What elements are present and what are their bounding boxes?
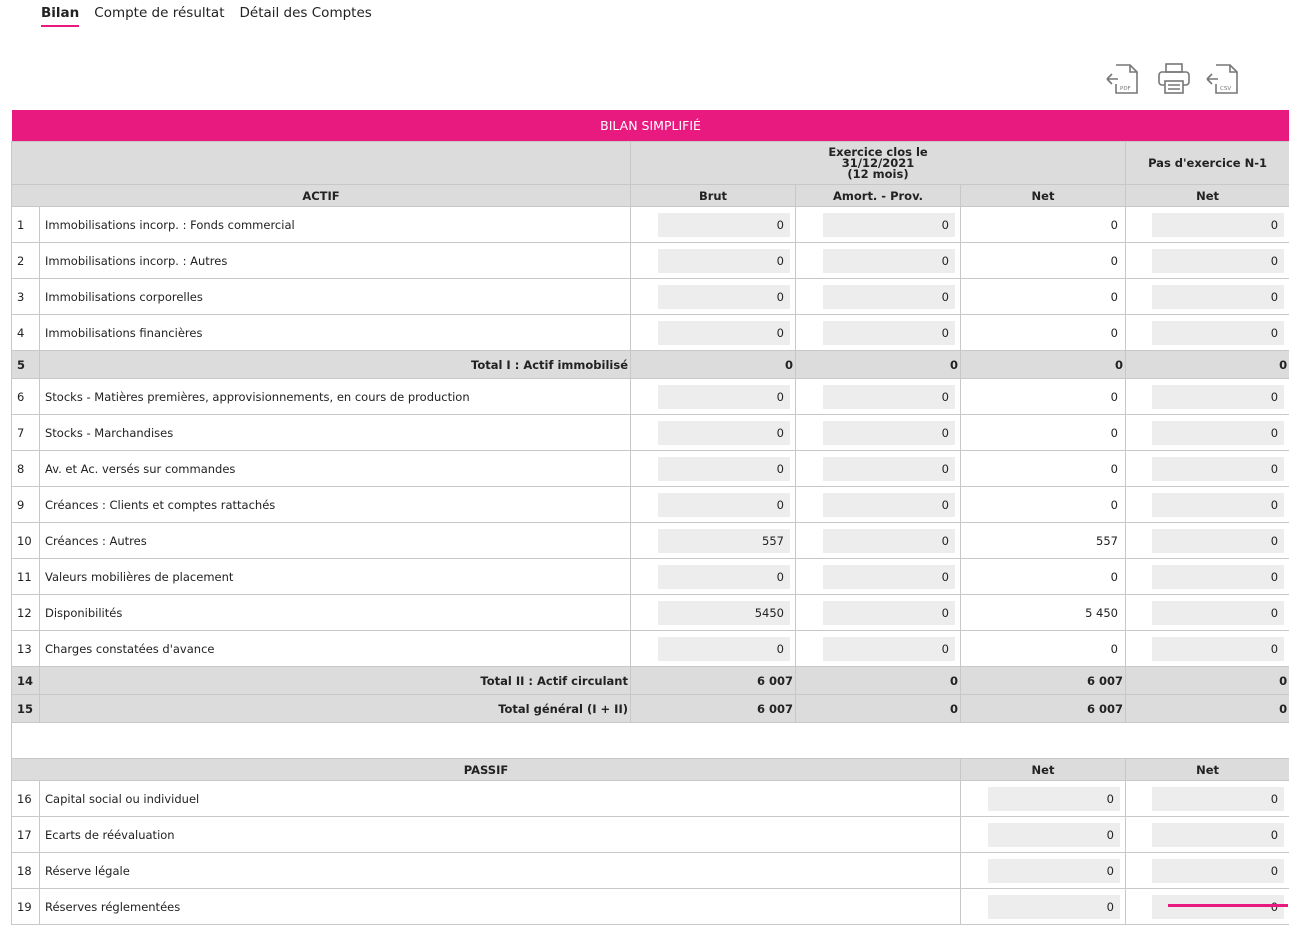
table-title: BILAN SIMPLIFIÉ xyxy=(12,110,1289,142)
row-label: Immobilisations incorp. : Autres xyxy=(40,243,631,279)
export-pdf-button[interactable] xyxy=(1104,62,1140,96)
exercise-header-line3: (12 mois) xyxy=(631,169,1125,180)
table-row xyxy=(12,781,1289,817)
net-value: 0 xyxy=(961,487,1126,523)
report-tabs xyxy=(41,5,372,27)
tab-compte-de-resultat[interactable]: Compte de résultat xyxy=(94,5,224,27)
tab-bilan[interactable]: Bilan xyxy=(41,5,79,27)
amort-input[interactable]: 0 xyxy=(823,213,955,237)
row-label: Disponibilités xyxy=(40,595,631,631)
row-label: Créances : Autres xyxy=(40,523,631,559)
bilan-simplifie-table xyxy=(11,110,1289,925)
net-value: 0 xyxy=(961,631,1126,667)
amort-cell xyxy=(796,279,961,315)
total-net: 0 xyxy=(961,351,1126,379)
actif-header: ACTIF xyxy=(12,185,631,207)
net-prev-input[interactable]: 0 xyxy=(1152,529,1284,553)
row-number: 6 xyxy=(12,379,40,415)
passif-header-row xyxy=(12,759,1289,781)
net-prev-cell xyxy=(1126,451,1289,487)
amort-input[interactable]: 0 xyxy=(823,385,955,409)
passif-net-input[interactable]: 0 xyxy=(988,823,1120,847)
total-amort: 0 xyxy=(796,667,961,695)
brut-cell xyxy=(631,487,796,523)
net-prev-input[interactable]: 0 xyxy=(1152,213,1284,237)
table-row xyxy=(12,243,1289,279)
passif-col-net-prev-header: Net xyxy=(1126,759,1289,781)
csv-icon-text: CSV xyxy=(1220,86,1231,92)
brut-input[interactable]: 0 xyxy=(658,421,790,445)
net-prev-cell xyxy=(1126,315,1289,351)
row-number: 17 xyxy=(12,817,40,853)
export-csv-button[interactable] xyxy=(1204,62,1240,96)
amort-input[interactable]: 0 xyxy=(823,249,955,273)
brut-cell xyxy=(631,207,796,243)
net-prev-input[interactable]: 0 xyxy=(1152,421,1284,445)
tab-detail-des-comptes[interactable]: Détail des Comptes xyxy=(240,5,372,27)
passif-net-prev-cell xyxy=(1126,781,1289,817)
row-label: Charges constatées d'avance xyxy=(40,631,631,667)
scroll-indicator xyxy=(1168,904,1288,907)
net-value: 0 xyxy=(961,315,1126,351)
row-label: Créances : Clients et comptes rattachés xyxy=(40,487,631,523)
row-number: 8 xyxy=(12,451,40,487)
row-label: Capital social ou individuel xyxy=(40,781,961,817)
amort-cell xyxy=(796,379,961,415)
net-value: 5 450 xyxy=(961,595,1126,631)
print-button[interactable] xyxy=(1156,62,1192,96)
row-number: 19 xyxy=(12,889,40,925)
total-net-prev: 0 xyxy=(1126,351,1289,379)
row-label: Réserve légale xyxy=(40,853,961,889)
export-toolbar xyxy=(1104,62,1244,96)
net-prev-cell xyxy=(1126,487,1289,523)
row-number: 18 xyxy=(12,853,40,889)
total-brut: 0 xyxy=(631,351,796,379)
amort-input[interactable]: 0 xyxy=(823,321,955,345)
net-value: 0 xyxy=(961,279,1126,315)
total-row xyxy=(12,667,1289,695)
table-row xyxy=(12,523,1289,559)
csv-export-icon xyxy=(1204,62,1240,96)
net-prev-input[interactable]: 0 xyxy=(1152,249,1284,273)
net-prev-input[interactable]: 0 xyxy=(1152,385,1284,409)
section-spacer xyxy=(12,723,1289,759)
net-value: 0 xyxy=(961,243,1126,279)
amort-input[interactable]: 0 xyxy=(823,285,955,309)
passif-net-cell xyxy=(961,853,1126,889)
total-label: Total général (I + II) xyxy=(40,695,631,723)
amort-input[interactable]: 0 xyxy=(823,421,955,445)
net-prev-cell xyxy=(1126,279,1289,315)
row-label: Av. et Ac. versés sur commandes xyxy=(40,451,631,487)
table-row xyxy=(12,451,1289,487)
amort-cell xyxy=(796,631,961,667)
previous-exercise-header: Pas d'exercice N-1 xyxy=(1126,142,1289,185)
amort-input[interactable]: 0 xyxy=(823,493,955,517)
table-row xyxy=(12,415,1289,451)
row-number: 16 xyxy=(12,781,40,817)
net-prev-cell xyxy=(1126,243,1289,279)
amort-input[interactable]: 0 xyxy=(823,637,955,661)
amort-cell xyxy=(796,207,961,243)
amort-input[interactable]: 0 xyxy=(823,565,955,589)
brut-cell xyxy=(631,379,796,415)
net-prev-cell xyxy=(1126,559,1289,595)
brut-cell xyxy=(631,595,796,631)
brut-cell xyxy=(631,279,796,315)
brut-input[interactable]: 557 xyxy=(658,529,790,553)
amort-cell xyxy=(796,559,961,595)
brut-input[interactable]: 0 xyxy=(658,213,790,237)
table-row xyxy=(12,853,1289,889)
net-prev-input[interactable]: 0 xyxy=(1152,285,1284,309)
col-net-prev-header: Net xyxy=(1126,185,1289,207)
row-number: 3 xyxy=(12,279,40,315)
net-prev-input[interactable]: 0 xyxy=(1152,637,1284,661)
passif-net-prev-cell xyxy=(1126,853,1289,889)
net-value: 557 xyxy=(961,523,1126,559)
table-row xyxy=(12,889,1289,925)
passif-net-input[interactable]: 0 xyxy=(988,787,1120,811)
brut-cell xyxy=(631,315,796,351)
passif-net-cell xyxy=(961,781,1126,817)
table-row xyxy=(12,631,1289,667)
total-net: 6 007 xyxy=(961,695,1126,723)
exercise-header-line2: 31/12/2021 xyxy=(631,158,1125,169)
row-label: Immobilisations corporelles xyxy=(40,279,631,315)
amort-cell xyxy=(796,487,961,523)
brut-input[interactable]: 0 xyxy=(658,637,790,661)
row-number: 1 xyxy=(12,207,40,243)
table-row xyxy=(12,315,1289,351)
total-label: Total I : Actif immobilisé xyxy=(40,351,631,379)
passif-header: PASSIF xyxy=(12,759,961,781)
row-number: 10 xyxy=(12,523,40,559)
passif-net-prev-input[interactable]: 0 xyxy=(1152,859,1284,883)
total-number: 14 xyxy=(12,667,40,695)
brut-input[interactable]: 5450 xyxy=(658,601,790,625)
net-value: 0 xyxy=(961,451,1126,487)
exercise-header-line1: Exercice clos le xyxy=(631,147,1125,158)
passif-net-prev-input[interactable]: 0 xyxy=(1152,823,1284,847)
total-label: Total II : Actif circulant xyxy=(40,667,631,695)
net-prev-input[interactable]: 0 xyxy=(1152,321,1284,345)
passif-net-prev-cell xyxy=(1126,817,1289,853)
total-row xyxy=(12,351,1289,379)
amort-cell xyxy=(796,315,961,351)
col-net-header: Net xyxy=(961,185,1126,207)
amort-input[interactable]: 0 xyxy=(823,457,955,481)
table-row xyxy=(12,559,1289,595)
row-label: Stocks - Matières premières, approvisionnements, en cours de production xyxy=(40,379,631,415)
row-label: Stocks - Marchandises xyxy=(40,415,631,451)
exercise-header xyxy=(631,142,1126,185)
table-row xyxy=(12,595,1289,631)
col-brut-header: Brut xyxy=(631,185,796,207)
brut-cell xyxy=(631,243,796,279)
row-number: 9 xyxy=(12,487,40,523)
net-prev-input[interactable]: 0 xyxy=(1152,493,1284,517)
row-label: Immobilisations incorp. : Fonds commercial xyxy=(40,207,631,243)
table-row xyxy=(12,379,1289,415)
brut-cell xyxy=(631,415,796,451)
net-prev-cell xyxy=(1126,595,1289,631)
table-row xyxy=(12,817,1289,853)
brut-input[interactable]: 0 xyxy=(658,493,790,517)
brut-input[interactable]: 0 xyxy=(658,565,790,589)
col-amort-header: Amort. - Prov. xyxy=(796,185,961,207)
amort-cell xyxy=(796,523,961,559)
amort-cell xyxy=(796,415,961,451)
net-prev-input[interactable]: 0 xyxy=(1152,565,1284,589)
net-prev-cell xyxy=(1126,631,1289,667)
row-number: 11 xyxy=(12,559,40,595)
total-net-prev: 0 xyxy=(1126,695,1289,723)
net-prev-cell xyxy=(1126,523,1289,559)
net-value: 0 xyxy=(961,207,1126,243)
net-prev-input[interactable]: 0 xyxy=(1152,601,1284,625)
row-label: Valeurs mobilières de placement xyxy=(40,559,631,595)
table-row xyxy=(12,207,1289,243)
table-row xyxy=(12,279,1289,315)
net-prev-cell xyxy=(1126,379,1289,415)
total-net-prev: 0 xyxy=(1126,667,1289,695)
amort-input[interactable]: 0 xyxy=(823,529,955,553)
passif-net-cell xyxy=(961,889,1126,925)
row-number: 12 xyxy=(12,595,40,631)
brut-input[interactable]: 0 xyxy=(658,457,790,481)
total-row xyxy=(12,695,1289,723)
net-value: 0 xyxy=(961,559,1126,595)
pdf-icon-text: PDF xyxy=(1120,86,1131,92)
table-row xyxy=(12,487,1289,523)
total-number: 5 xyxy=(12,351,40,379)
brut-cell xyxy=(631,559,796,595)
brut-input[interactable]: 0 xyxy=(658,385,790,409)
row-label: Réserves réglementées xyxy=(40,889,961,925)
total-amort: 0 xyxy=(796,695,961,723)
row-label: Ecarts de réévaluation xyxy=(40,817,961,853)
net-prev-input[interactable]: 0 xyxy=(1152,457,1284,481)
pdf-export-icon xyxy=(1104,62,1140,96)
passif-net-input[interactable]: 0 xyxy=(988,895,1120,919)
total-brut: 6 007 xyxy=(631,667,796,695)
row-number: 2 xyxy=(12,243,40,279)
total-brut: 6 007 xyxy=(631,695,796,723)
row-number: 13 xyxy=(12,631,40,667)
row-number: 4 xyxy=(12,315,40,351)
passif-net-prev-input[interactable]: 0 xyxy=(1152,787,1284,811)
header-empty xyxy=(12,142,631,185)
row-label: Immobilisations financières xyxy=(40,315,631,351)
net-value: 0 xyxy=(961,379,1126,415)
passif-net-input[interactable]: 0 xyxy=(988,859,1120,883)
brut-input[interactable]: 0 xyxy=(658,249,790,273)
row-number: 7 xyxy=(12,415,40,451)
net-prev-cell xyxy=(1126,415,1289,451)
amort-cell xyxy=(796,451,961,487)
brut-input[interactable]: 0 xyxy=(658,285,790,309)
amort-cell xyxy=(796,595,961,631)
net-value: 0 xyxy=(961,415,1126,451)
brut-cell xyxy=(631,523,796,559)
total-net: 6 007 xyxy=(961,667,1126,695)
amort-input[interactable]: 0 xyxy=(823,601,955,625)
passif-net-cell xyxy=(961,817,1126,853)
brut-cell xyxy=(631,631,796,667)
brut-input[interactable]: 0 xyxy=(658,321,790,345)
brut-cell xyxy=(631,451,796,487)
total-amort: 0 xyxy=(796,351,961,379)
total-number: 15 xyxy=(12,695,40,723)
net-prev-cell xyxy=(1126,207,1289,243)
printer-icon xyxy=(1156,62,1192,96)
passif-col-net-header: Net xyxy=(961,759,1126,781)
amort-cell xyxy=(796,243,961,279)
